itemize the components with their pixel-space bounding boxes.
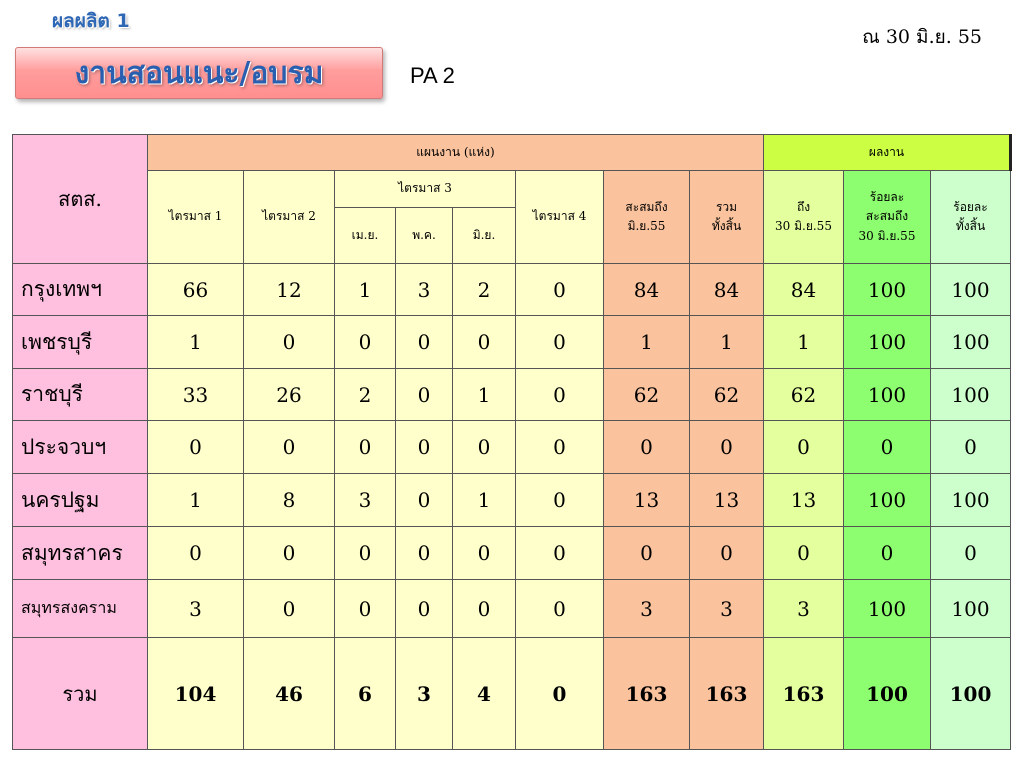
table-row: [13, 527, 1011, 580]
cell-q3-jun: 0: [453, 527, 516, 580]
header-q2: ไตรมาส 2: [244, 171, 335, 264]
total-pct-accum: 100: [844, 638, 931, 750]
table-row: [13, 421, 1011, 474]
cell-accum: 62: [604, 369, 690, 421]
cell-q4: 0: [516, 580, 604, 638]
total-accum: 163: [604, 638, 690, 750]
total-q4: 0: [516, 638, 604, 750]
cell-total: 62: [690, 369, 764, 421]
header-plan-group: แผนงาน (แห่ง): [148, 135, 764, 171]
product-label: ผลผลิต 1: [52, 10, 130, 32]
header-total-line1: รวม: [715, 199, 738, 214]
table-row: [13, 316, 1011, 369]
cell-accum: 3: [604, 580, 690, 638]
cell-q3-apr: 0: [335, 316, 396, 369]
cell-q3-may: 0: [396, 580, 453, 638]
cell-q3-apr: 0: [335, 421, 396, 474]
total-pct-total: 100: [931, 638, 1011, 750]
page-title: งานสอนแนะ/อบรม: [74, 55, 324, 91]
row-province-name: ราชบุรี: [13, 369, 148, 421]
cell-q3-jun: 1: [453, 369, 516, 421]
cell-pct-accum: 0: [844, 421, 931, 474]
cell-q3-apr: 0: [335, 527, 396, 580]
header-pct-total-line2: ทั้งสิ้น: [955, 219, 986, 233]
cell-pct-total: 100: [931, 369, 1011, 421]
cell-pct-total: 100: [931, 474, 1011, 527]
cell-q3-jun: 2: [453, 264, 516, 316]
cell-pct-total: 0: [931, 421, 1011, 474]
cell-q3-may: 0: [396, 421, 453, 474]
plan-table: [12, 134, 1012, 750]
cell-total: 0: [690, 527, 764, 580]
header-result-group: ผลงาน: [764, 135, 1011, 171]
row-province-name: สมุทรสงคราม: [13, 580, 148, 638]
cell-q3-may: 0: [396, 474, 453, 527]
header-pct-accum-line3: 30 มิ.ย.55: [858, 228, 916, 243]
header-province: สตส.: [13, 135, 148, 264]
cell-q3-jun: 0: [453, 580, 516, 638]
total-q3-may: 3: [396, 638, 453, 750]
cell-q4: 0: [516, 369, 604, 421]
total-row: [13, 638, 1011, 750]
cell-pct-accum: 100: [844, 316, 931, 369]
header-accum-line1: สะสมถึง: [625, 199, 668, 214]
cell-pct-accum: 100: [844, 369, 931, 421]
cell-q1: 1: [148, 316, 244, 369]
cell-q3-jun: 0: [453, 316, 516, 369]
header-total-line2: ทั้งสิ้น: [711, 219, 742, 233]
cell-q1: 1: [148, 474, 244, 527]
title-banner: [15, 47, 383, 99]
cell-accum: 1: [604, 316, 690, 369]
cell-q1: 0: [148, 527, 244, 580]
cell-accum: 84: [604, 264, 690, 316]
cell-q2: 12: [244, 264, 335, 316]
cell-q3-apr: 0: [335, 580, 396, 638]
row-province-name: นครปฐม: [13, 474, 148, 527]
cell-accum: 0: [604, 527, 690, 580]
row-province-name: สมุทรสาคร: [13, 527, 148, 580]
cell-pct-total: 100: [931, 264, 1011, 316]
cell-q3-apr: 3: [335, 474, 396, 527]
cell-q3-may: 0: [396, 527, 453, 580]
header-q3-apr: เม.ย.: [335, 208, 396, 264]
cell-q4: 0: [516, 474, 604, 527]
cell-pct-accum: 100: [844, 580, 931, 638]
header-pct-accum: [844, 171, 931, 264]
cell-total: 84: [690, 264, 764, 316]
header-q3-may: พ.ค.: [396, 208, 453, 264]
header-pct-total-line1: ร้อยละ: [953, 199, 988, 214]
cell-q3-may: 0: [396, 369, 453, 421]
cell-pct-total: 100: [931, 316, 1011, 369]
table-row: [13, 369, 1011, 421]
cell-total: 3: [690, 580, 764, 638]
cell-q4: 0: [516, 316, 604, 369]
row-province-name: ประจวบฯ: [13, 421, 148, 474]
cell-q3-apr: 2: [335, 369, 396, 421]
total-q2: 46: [244, 638, 335, 750]
header-q1: ไตรมาส 1: [148, 171, 244, 264]
cell-q4: 0: [516, 527, 604, 580]
cell-pct-total: 0: [931, 527, 1011, 580]
row-province-name: เพชรบุรี: [13, 316, 148, 369]
header-total: [690, 171, 764, 264]
cell-q3-may: 0: [396, 316, 453, 369]
cell-pct-total: 100: [931, 580, 1011, 638]
cell-q3-apr: 1: [335, 264, 396, 316]
cell-pct-accum: 100: [844, 474, 931, 527]
cell-reach: 0: [764, 421, 844, 474]
pa-label: PA 2: [410, 63, 455, 88]
total-reach: 163: [764, 638, 844, 750]
cell-q2: 26: [244, 369, 335, 421]
total-total: 163: [690, 638, 764, 750]
header-pct-total: [931, 171, 1011, 264]
row-province-name: กรุงเทพฯ: [13, 264, 148, 316]
header-q3: ไตรมาส 3: [335, 171, 516, 208]
cell-reach: 62: [764, 369, 844, 421]
header-accum-line2: มิ.ย.55: [627, 219, 666, 233]
cell-q4: 0: [516, 264, 604, 316]
cell-q1: 66: [148, 264, 244, 316]
cell-accum: 0: [604, 421, 690, 474]
cell-accum: 13: [604, 474, 690, 527]
header-q3-jun: มิ.ย.: [453, 208, 516, 264]
cell-reach: 0: [764, 527, 844, 580]
table-row: [13, 264, 1011, 316]
cell-q3-jun: 0: [453, 421, 516, 474]
header-q4: ไตรมาส 4: [516, 171, 604, 264]
cell-total: 1: [690, 316, 764, 369]
cell-q2: 0: [244, 580, 335, 638]
header-accum: [604, 171, 690, 264]
cell-q4: 0: [516, 421, 604, 474]
cell-q2: 0: [244, 527, 335, 580]
total-q3-jun: 4: [453, 638, 516, 750]
cell-reach: 13: [764, 474, 844, 527]
header-reach-line2: 30 มิ.ย.55: [775, 219, 832, 233]
header-pct-accum-line1: ร้อยละ: [869, 190, 905, 205]
cell-reach: 84: [764, 264, 844, 316]
cell-q2: 8: [244, 474, 335, 527]
cell-q2: 0: [244, 421, 335, 474]
total-q3-apr: 6: [335, 638, 396, 750]
total-label: รวม: [13, 638, 148, 750]
cell-total: 13: [690, 474, 764, 527]
date-label: ณ 30 มิ.ย. 55: [862, 26, 982, 48]
cell-pct-accum: 100: [844, 264, 931, 316]
cell-pct-accum: 0: [844, 527, 931, 580]
cell-q3-may: 3: [396, 264, 453, 316]
cell-q1: 33: [148, 369, 244, 421]
header-reach-line1: ถึง: [796, 199, 811, 214]
cell-q2: 0: [244, 316, 335, 369]
cell-q1: 0: [148, 421, 244, 474]
header-pct-accum-line2: สะสมถึง: [865, 209, 909, 224]
cell-reach: 1: [764, 316, 844, 369]
header-reach: [764, 171, 844, 264]
cell-q3-jun: 1: [453, 474, 516, 527]
cell-reach: 3: [764, 580, 844, 638]
cell-total: 0: [690, 421, 764, 474]
table-row: [13, 580, 1011, 638]
cell-q1: 3: [148, 580, 244, 638]
table-row: [13, 474, 1011, 527]
total-q1: 104: [148, 638, 244, 750]
